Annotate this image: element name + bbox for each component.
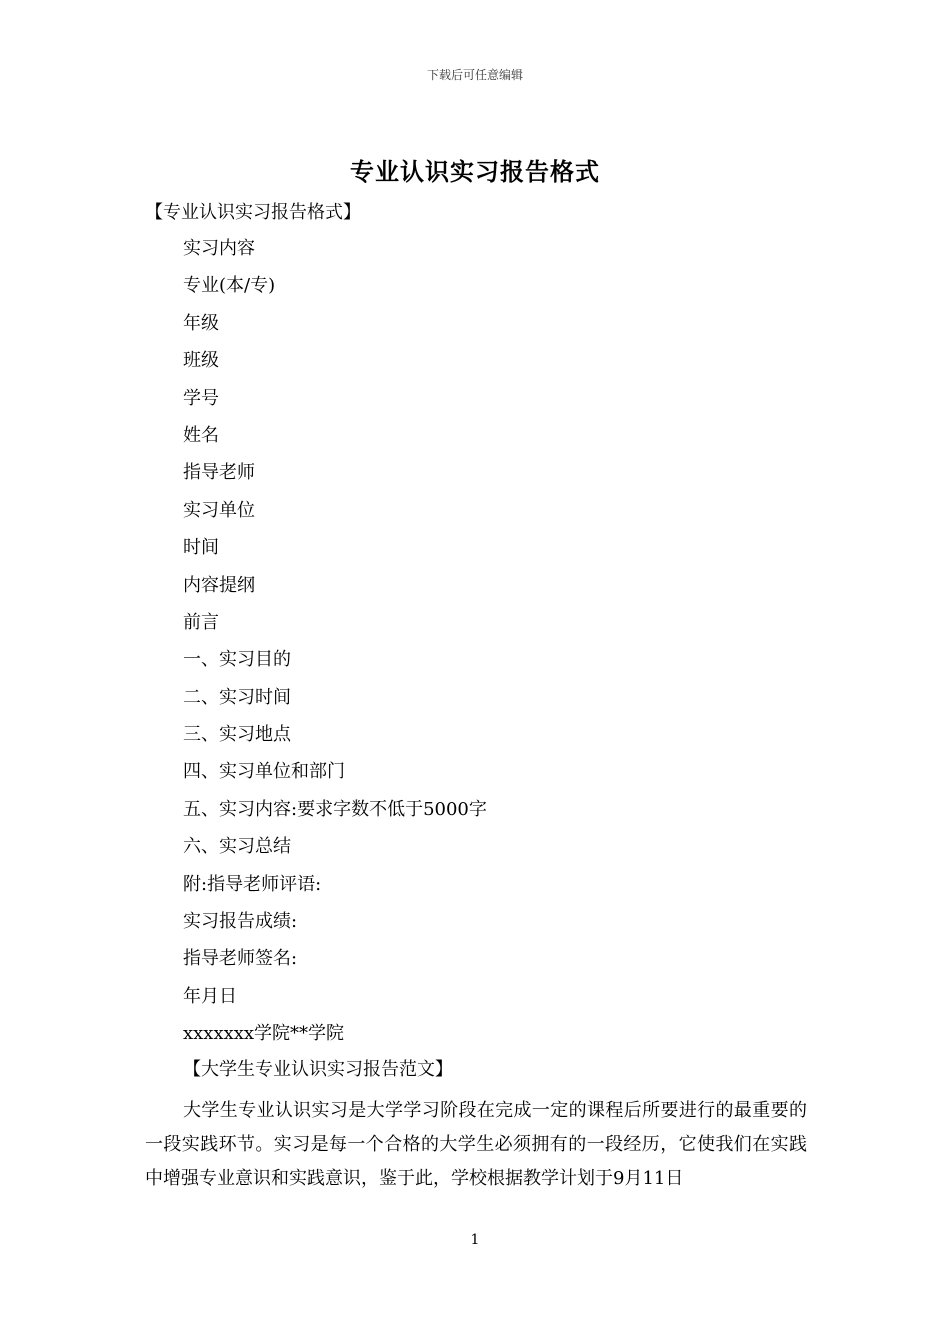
outline-item: 前言 — [183, 611, 219, 633]
outline-item: 二、实习时间 — [183, 686, 291, 708]
outline-item: 实习内容 — [183, 238, 255, 259]
header-note: 下载后可任意编辑 — [426, 68, 523, 82]
outline-item: 时间 — [183, 537, 219, 559]
document-title: 专业认识实习报告格式 — [350, 157, 600, 186]
page-number: 1 — [470, 1232, 480, 1248]
outline-item: 年级 — [183, 312, 219, 334]
outline-item: 实习报告成绩: — [183, 911, 298, 933]
outline-item: 姓名 — [183, 424, 219, 446]
outline-item: 实习单位 — [183, 499, 255, 521]
outline-item: 一、实习目的 — [183, 649, 291, 671]
outline-item: xxxxxxx学院**学院 — [183, 1023, 345, 1045]
outline-item: 六、实习总结 — [183, 836, 291, 858]
outline-item: 学号 — [183, 387, 219, 409]
outline-item: 四、实习单位和部门 — [183, 761, 345, 783]
outline-item: 专业(本/专) — [183, 275, 276, 297]
outline-item: 附:指导老师评语: — [183, 873, 322, 895]
outline-item: 班级 — [183, 350, 219, 372]
body-paragraph: 大学生专业认识实习是大学学习阶段在完成一定的课程后所要进行的最重要的一段实践环节。实习是每一个合格的大学生必须拥有的一段经历，它使我们在实践中增强专业意识和实践意识，鉴于此，学校根据教学计划于9月11日 — [145, 1100, 807, 1189]
outline-item: 指导老师签名: — [183, 948, 298, 970]
outline-item: 指导老师 — [183, 462, 255, 484]
outline-item: 年月日 — [183, 985, 237, 1007]
outline-list — [183, 236, 487, 1059]
sample-section-heading: 【大学生专业认识实习报告范文】 — [183, 1059, 453, 1080]
outline-item: 内容提纲 — [183, 574, 255, 596]
outline-item: 五、实习内容:要求字数不低于5000字 — [183, 798, 487, 820]
format-section-heading: 【专业认识实习报告格式】 — [145, 202, 361, 223]
outline-item: 三、实习地点 — [183, 724, 291, 746]
